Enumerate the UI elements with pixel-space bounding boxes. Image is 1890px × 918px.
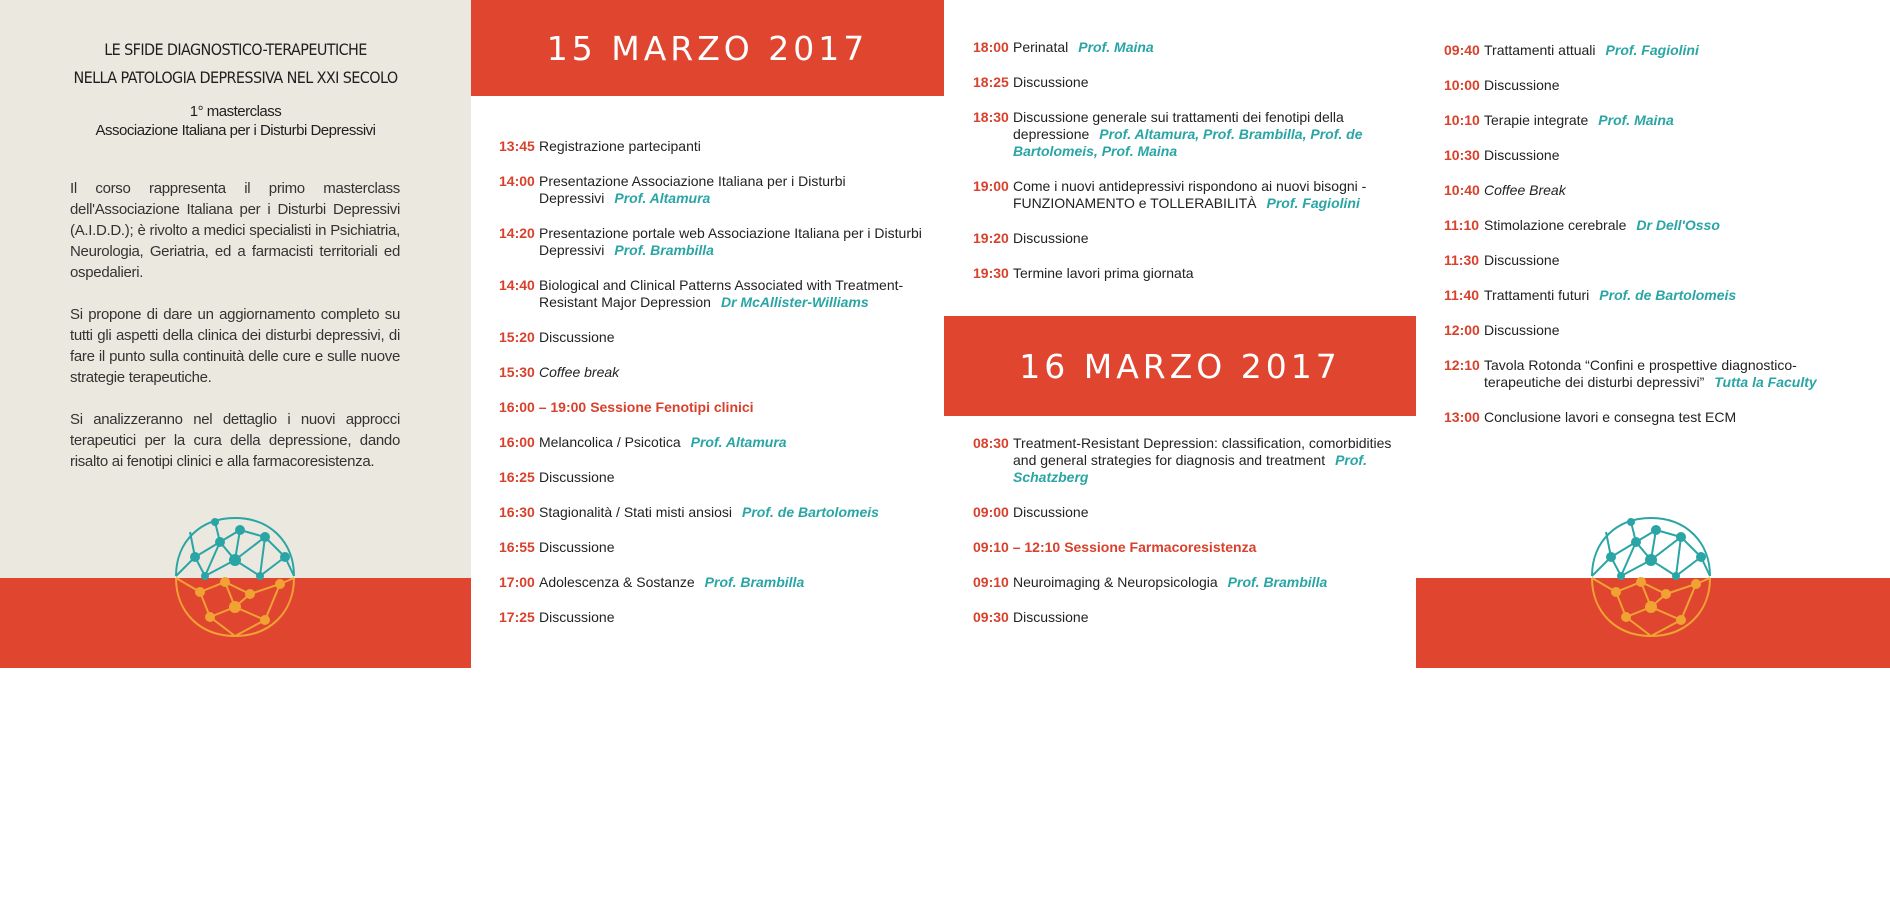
schedule-time: 11:40 <box>1444 287 1480 303</box>
day2-schedule-continued <box>1444 42 1869 444</box>
schedule-text: Sessione Farmacoresistenza <box>1064 539 1257 555</box>
schedule-text: Tavola Rotonda “Confini e prospettive diagnostico-terapeutiche dei disturbi depressivi” <box>1484 357 1797 390</box>
schedule-speaker: Prof. Altamura, Prof. Brambilla, Prof. de Bartolomeis, Prof. Maina <box>1013 126 1363 159</box>
schedule-item <box>499 469 924 486</box>
schedule-text: Discussione <box>539 329 615 345</box>
schedule-item <box>973 178 1398 212</box>
schedule-description <box>1013 178 1398 212</box>
schedule-text: Terapie integrate <box>1484 112 1589 128</box>
schedule-description <box>1064 539 1398 556</box>
schedule-text: Discussione <box>1484 252 1560 268</box>
day1-date-banner <box>471 0 944 96</box>
schedule-description <box>539 364 924 381</box>
schedule-item <box>1444 77 1869 94</box>
schedule-text: Biological and Clinical Patterns Associated with Treatment-Resistant Major Depression <box>539 277 904 310</box>
schedule-speaker: Prof. Altamura <box>690 434 787 450</box>
schedule-text: Melancolica / Psicotica <box>539 434 681 450</box>
course-description <box>70 178 400 493</box>
day2-schedule <box>973 435 1398 644</box>
schedule-item <box>1444 147 1869 164</box>
schedule-speaker: Prof. de Bartolomeis <box>741 504 879 520</box>
schedule-description <box>1484 147 1869 164</box>
schedule-text: Adolescenza & Sostanze <box>539 574 695 590</box>
schedule-text: Perinatal <box>1013 39 1069 55</box>
day2-date-banner <box>944 316 1416 416</box>
schedule-item <box>499 329 924 346</box>
schedule-text: Discussione generale sui trattamenti dei fenotipi della depressione <box>1013 109 1344 142</box>
schedule-text: Sessione Fenotipi clinici <box>590 399 754 415</box>
schedule-speaker: Prof. Fagiolini <box>1605 42 1699 58</box>
day1-panel <box>471 0 944 668</box>
description-paragraph: Si propone di dare un aggiornamento completo su tutti gli aspetti della clinica dei disturbi depressivi, di fare il punto sulla continuità delle cure e sulle nuove strategie terapeutiche. <box>70 306 400 386</box>
schedule-description <box>590 399 924 416</box>
schedule-speaker: Dr McAllister-Williams <box>720 294 869 310</box>
schedule-text: Discussione <box>1013 609 1089 625</box>
description-paragraph: Si analizzeranno nel dettaglio i nuovi approcci terapeutici per la cura della depressione, dando risalto ai fenotipi clinici e alla farmacoresistenza. <box>70 411 400 470</box>
schedule-time: 09:40 <box>1444 42 1480 58</box>
schedule-item <box>499 138 924 155</box>
schedule-time: 18:30 <box>973 109 1009 125</box>
schedule-description <box>1484 322 1869 339</box>
schedule-item <box>973 435 1398 486</box>
day2-panel <box>1416 0 1890 668</box>
schedule-item <box>499 609 924 626</box>
schedule-item <box>499 504 924 521</box>
schedule-description <box>539 225 924 259</box>
schedule-speaker: Prof. Brambilla <box>704 574 805 590</box>
schedule-description <box>1013 609 1398 626</box>
schedule-speaker: Prof. Altamura <box>614 190 711 206</box>
schedule-speaker: Dr Dell'Osso <box>1636 217 1720 233</box>
schedule-text: Coffee break <box>539 364 620 380</box>
schedule-text: Discussione <box>539 539 615 555</box>
schedule-item <box>1444 42 1869 59</box>
schedule-speaker: Prof. de Bartolomeis <box>1599 287 1737 303</box>
schedule-time: 16:30 <box>499 504 535 520</box>
schedule-item <box>973 39 1398 56</box>
schedule-time: 15:20 <box>499 329 535 345</box>
schedule-time: 10:30 <box>1444 147 1480 163</box>
brain-network-logo <box>170 512 300 642</box>
schedule-speaker: Tutta la Faculty <box>1714 374 1817 390</box>
schedule-time: 12:10 <box>1444 357 1480 373</box>
brain-network-logo <box>1586 512 1716 642</box>
schedule-time: 11:30 <box>1444 252 1480 268</box>
schedule-time: 16:55 <box>499 539 535 555</box>
schedule-item <box>973 539 1398 556</box>
schedule-description <box>1013 504 1398 521</box>
schedule-description <box>1013 74 1398 91</box>
schedule-time: 17:00 <box>499 574 535 590</box>
day1-schedule-continued <box>973 39 1398 300</box>
schedule-time: 08:30 <box>973 435 1009 451</box>
schedule-item <box>973 609 1398 626</box>
schedule-text: Discussione <box>1484 77 1560 93</box>
schedule-description <box>539 329 924 346</box>
schedule-description <box>1484 42 1869 59</box>
schedule-time: 10:00 <box>1444 77 1480 93</box>
schedule-description <box>539 173 924 207</box>
schedule-time: 09:00 <box>973 504 1009 520</box>
schedule-description <box>1484 182 1869 199</box>
course-subtitle: 1° masterclass Associazione Italiana per i Disturbi Depressivi <box>95 103 376 139</box>
schedule-item <box>973 265 1398 282</box>
schedule-item <box>499 277 924 311</box>
schedule-description <box>1484 287 1869 304</box>
schedule-item <box>973 109 1398 160</box>
schedule-description <box>539 504 924 521</box>
schedule-description <box>539 277 924 311</box>
schedule-speaker: Prof. Maina <box>1078 39 1154 55</box>
schedule-speaker: Prof. Schatzberg <box>1013 452 1367 485</box>
schedule-time: 16:00 <box>499 434 535 450</box>
schedule-item <box>1444 287 1869 304</box>
schedule-description <box>1484 357 1869 391</box>
schedule-time: 09:30 <box>973 609 1009 625</box>
schedule-text: Discussione <box>1484 147 1560 163</box>
schedule-item <box>1444 357 1869 391</box>
schedule-item <box>1444 409 1869 426</box>
schedule-text: Treatment-Resistant Depression: classification, comorbidities and general strategies for diagnosis and treatment <box>1013 435 1392 468</box>
schedule-item <box>499 434 924 451</box>
schedule-time: 18:00 <box>973 39 1009 55</box>
schedule-time: 19:00 <box>973 178 1009 194</box>
schedule-text: Termine lavori prima giornata <box>1013 265 1194 281</box>
schedule-text: Discussione <box>1013 74 1089 90</box>
schedule-text: Discussione <box>539 609 615 625</box>
schedule-description <box>1484 217 1869 234</box>
schedule-item <box>973 574 1398 591</box>
description-paragraph: Il corso rappresenta il primo masterclass dell'Associazione Italiana per i Disturbi Depressivi (A.I.D.D.); è rivolto a medici specialisti in Psichiatria, Neurologia, Geriatria, ed a farmacisti territoriali ed ospedalieri. <box>70 180 400 281</box>
schedule-item <box>973 504 1398 521</box>
schedule-speaker: Prof. Brambilla <box>1227 574 1328 590</box>
schedule-description <box>1013 109 1398 160</box>
schedule-description <box>1013 574 1398 591</box>
schedule-description <box>1484 409 1869 426</box>
schedule-text: Neuroimaging & Neuropsicologia <box>1013 574 1218 590</box>
intro-panel <box>0 0 471 668</box>
schedule-time: 10:10 <box>1444 112 1480 128</box>
schedule-text: Presentazione portale web Associazione Italiana per i Disturbi Depressivi <box>539 225 922 258</box>
schedule-text: Stimolazione cerebrale <box>1484 217 1627 233</box>
schedule-item <box>499 399 924 416</box>
schedule-time: 14:40 <box>499 277 535 293</box>
schedule-time: 14:00 <box>499 173 535 189</box>
day1-date: 15 MARZO 2017 <box>546 28 869 68</box>
schedule-text: Presentazione Associazione Italiana per i Disturbi Depressivi <box>539 173 846 206</box>
schedule-item <box>1444 112 1869 129</box>
schedule-time: 18:25 <box>973 74 1009 90</box>
schedule-description <box>539 539 924 556</box>
schedule-speaker: Prof. Fagiolini <box>1266 195 1360 211</box>
course-title: LE SFIDE DIAGNOSTICO-TERAPEUTICHE NELLA PATOLOGIA DEPRESSIVA NEL XXI SECOLO <box>73 40 398 87</box>
schedule-text: Discussione <box>539 469 615 485</box>
schedule-time: 17:25 <box>499 609 535 625</box>
schedule-time: 16:00 – 19:00 <box>499 399 587 415</box>
schedule-speaker: Prof. Maina <box>1598 112 1674 128</box>
schedule-item <box>1444 252 1869 269</box>
day1-schedule <box>499 138 924 644</box>
schedule-time: 13:45 <box>499 138 535 154</box>
schedule-text: Trattamenti futuri <box>1484 287 1590 303</box>
schedule-item <box>499 539 924 556</box>
schedule-time: 11:10 <box>1444 217 1480 233</box>
schedule-item <box>1444 322 1869 339</box>
schedule-description <box>1013 265 1398 282</box>
schedule-speaker: Prof. Brambilla <box>614 242 714 258</box>
schedule-description <box>539 574 924 591</box>
schedule-description <box>539 609 924 626</box>
schedule-time: 19:20 <box>973 230 1009 246</box>
schedule-time: 14:20 <box>499 225 535 241</box>
schedule-text: Registrazione partecipanti <box>539 138 701 154</box>
schedule-description <box>1484 112 1869 129</box>
schedule-description <box>1013 230 1398 247</box>
schedule-description <box>1013 39 1398 56</box>
schedule-time: 09:10 <box>973 574 1009 590</box>
schedule-text: Trattamenti attuali <box>1484 42 1596 58</box>
schedule-item <box>499 225 924 259</box>
schedule-item <box>499 364 924 381</box>
schedule-text: Discussione <box>1484 322 1560 338</box>
schedule-time: 12:00 <box>1444 322 1480 338</box>
schedule-description <box>539 469 924 486</box>
schedule-description <box>1484 77 1869 94</box>
schedule-item <box>499 173 924 207</box>
schedule-item <box>973 230 1398 247</box>
schedule-item <box>499 574 924 591</box>
schedule-text: Conclusione lavori e consegna test ECM <box>1484 409 1737 425</box>
schedule-text: Come i nuovi antidepressivi rispondono ai nuovi bisogni - FUNZIONAMENTO e TOLLERABILITÀ <box>1013 178 1367 211</box>
schedule-time: 13:00 <box>1444 409 1480 425</box>
schedule-item <box>1444 217 1869 234</box>
schedule-description <box>539 138 924 155</box>
schedule-time: 10:40 <box>1444 182 1480 198</box>
schedule-time: 19:30 <box>973 265 1009 281</box>
schedule-item <box>1444 182 1869 199</box>
schedule-text: Coffee Break <box>1484 182 1566 198</box>
schedule-time: 15:30 <box>499 364 535 380</box>
day1-day2-panel <box>944 0 1416 668</box>
schedule-description <box>539 434 924 451</box>
schedule-text: Discussione <box>1013 230 1089 246</box>
schedule-time: 16:25 <box>499 469 535 485</box>
schedule-description <box>1013 435 1398 486</box>
schedule-item <box>973 74 1398 91</box>
day2-date: 16 MARZO 2017 <box>1019 346 1341 386</box>
schedule-text: Discussione <box>1013 504 1089 520</box>
schedule-time: 09:10 – 12:10 <box>973 539 1061 555</box>
schedule-description <box>1484 252 1869 269</box>
schedule-text: Stagionalità / Stati misti ansiosi <box>539 504 732 520</box>
